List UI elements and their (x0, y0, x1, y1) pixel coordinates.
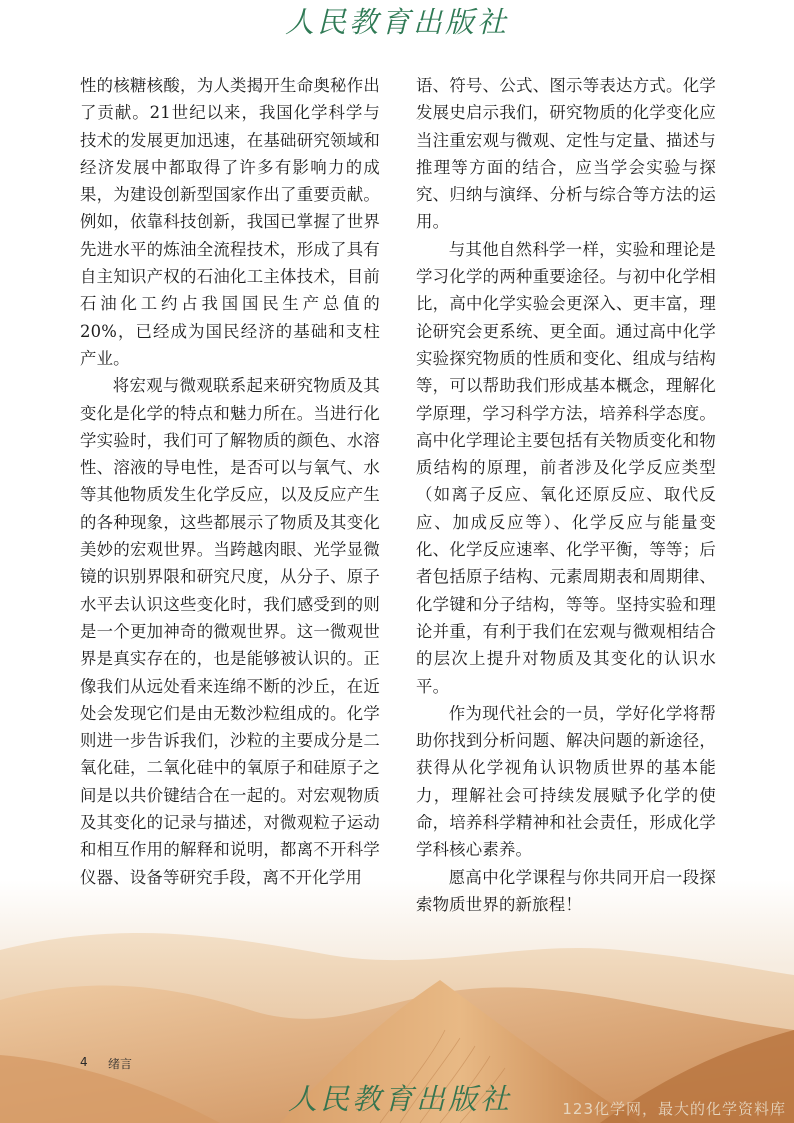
watermark-text: 123化学网，最大的化学资料库 (562, 1100, 786, 1118)
paragraph: 愿高中化学课程与你共同开启一段探索物质世界的新旅程！ (416, 867, 716, 914)
publisher-logo-bottom: 人民教育出版社 (288, 1082, 513, 1116)
paragraph: 与其他自然科学一样，实验和理论是学习化学的两种重要途径。与初中化学相比，高中化学实验会更深入、更丰富，理论研究会更系统、更全面。通过高中化学实验探究物质的性质和变化、组成与结构等，可以帮助我们形成基本概念，理解化学原理，学习科学方法，培养科学态度。高中化学理论主要包括有关物质变化和物质结构的原理，前者涉及化学反应类型（如离子反应、氧化还原反应、取代反应、加成反应等）、化学反应与能量变化、化学反应速率、化学平衡，等等；后者包括原子结构、元素周期表和周期律、化学键和分子结构，等等。坚持实验和理论并重，有利于我们在宏观与微观相结合的层次上提升对物质及其变化的认识水平。 (416, 239, 716, 696)
paragraph: 语、符号、公式、图示等表达方式。化学发展史启示我们，研究物质的化学变化应当注重宏观与微观、定性与定量、描述与推理等方面的结合，应当学会实验与探究、归纳与演绎、分析与综合等方法的运用。 (416, 76, 716, 232)
right-text-column (416, 72, 716, 918)
paragraph: 性的核糖核酸，为人类揭开生命奥秘作出了贡献。21世纪以来，我国化学科学与技术的发展更加迅速，在基础研究领域和经济发展中都取得了许多有影响力的成果，为建设创新型国家作出了重要贡献。例如，依靠科技创新，我国已掌握了世界先进水平的炼油全流程技术，形成了具有自主知识产权的石油化工主体技术，目前石油化工约占我国国民生产总值的20%，已经成为国民经济的基础和支柱产业。 (80, 76, 380, 368)
paragraph: 将宏观与微观联系起来研究物质及其变化是化学的特点和魅力所在。当进行化学实验时，我们可了解物质的颜色、水溶性、溶液的导电性，是否可以与氧气、水等其他物质发生化学反应，以及反应产生的各种现象，这些都展示了物质及其变化美妙的宏观世界。当跨越肉眼、光学显微镜的识别界限和研究尺度，从分子、原子水平去认识这些变化时，我们感受到的则是一个更加神奇的微观世界。这一微观世界是真实存在的，也是能够被认识的。正像我们从远处看来连绵不断的沙丘，在近处会发现它们是由无数沙粒组成的。化学则进一步告诉我们，沙粒的主要成分是二氧化硅，二氧化硅中的氧原子和硅原子之间是以共价键结合在一起的。对宏观物质及其变化的记录与描述，对微观粒子运动和相互作用的解释和说明，都离不开科学仪器、设备等研究手段，离不开化学用 (80, 376, 380, 887)
paragraph: 作为现代社会的一员，学好化学将帮助你找到分析问题、解决问题的新途径，获得从化学视角认识物质世界的基本能力，理解社会可持续发展赋予化学的使命，培养科学精神和社会责任，形成化学学科核心素养。 (416, 703, 716, 860)
section-label: 绪言 (108, 1057, 133, 1071)
page-number: 4 (80, 1055, 88, 1069)
publisher-logo-top: 人民教育出版社 (285, 5, 510, 39)
left-text-column (80, 72, 380, 891)
